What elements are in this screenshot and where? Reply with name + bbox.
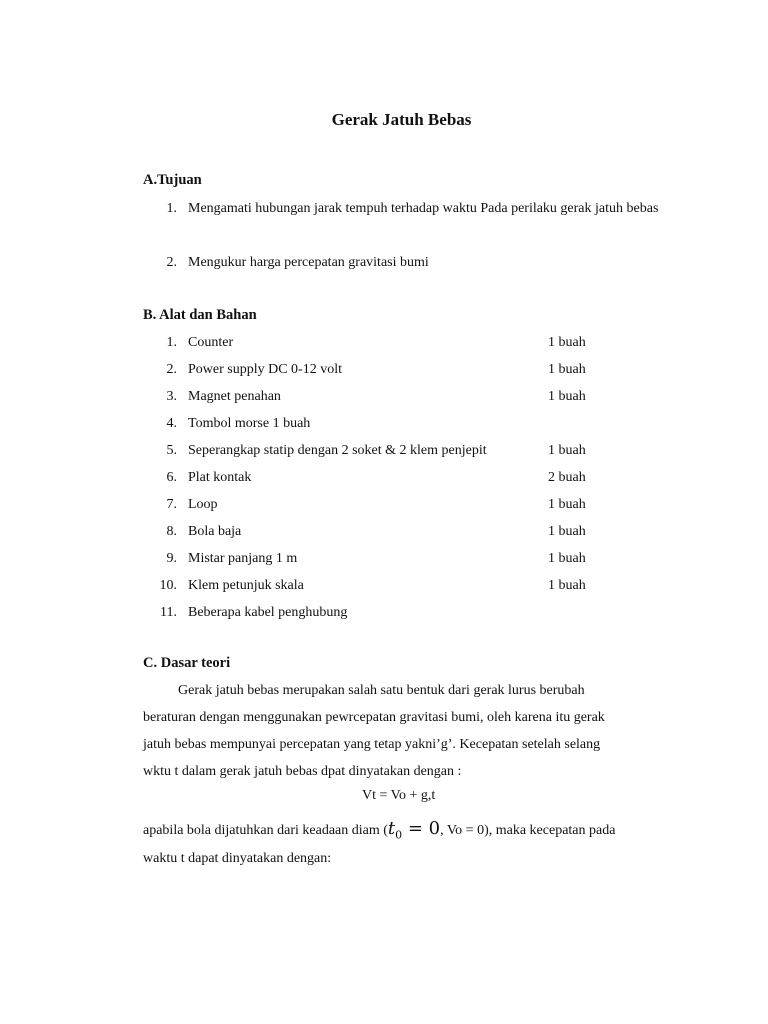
item-number: 9. [166,551,177,566]
paragraph-line: wktu t dalam gerak jatuh bebas dpat dinyatakan dengan : [143,764,462,779]
list-item [143,195,683,249]
math-equals-zero: = 0 [402,818,441,839]
item-quantity: 1 buah [548,497,586,512]
item-text: Seperangkap statip dengan 2 soket & 2 klem penjepit [188,443,487,458]
list-item [143,329,683,356]
item-number: 2. [166,255,177,270]
item-quantity: 2 buah [548,470,586,485]
math-expression [387,818,441,842]
item-number: 11. [160,605,177,620]
item-text: Loop [188,497,218,512]
item-text: Power supply DC 0-12 volt [188,362,342,377]
math-subscript: 0 [395,828,403,842]
section-a-heading: A.Tujuan [143,172,202,188]
item-number: 8. [166,524,177,539]
list-item [143,545,683,572]
item-number: 5. [166,443,177,458]
math-variable: t [387,818,396,839]
item-number: 4. [166,416,177,431]
item-text: Mistar panjang 1 m [188,551,298,566]
dasar-teori-paragraph [143,677,643,785]
item-number: 1. [166,201,177,216]
text-before-math: apabila bola dijatuhkan dari keadaan diam ( [143,823,388,838]
section-b-heading: B. Alat dan Bahan [143,307,257,323]
list-item [143,491,683,518]
item-text: Bola baja [188,524,242,539]
item-number: 7. [166,497,177,512]
list-item [143,572,683,599]
paragraph-line: beraturan dengan menggunakan pewrcepatan gravitasi bumi, oleh karena itu gerak [143,710,605,725]
paragraph-line: waktu t dapat dinyatakan dengan: [143,851,332,866]
paragraph-line-math [143,818,615,847]
list-item [143,410,683,437]
item-text: Counter [188,335,234,350]
list-item [143,599,683,626]
alat-bahan-list [143,329,683,626]
item-quantity: 1 buah [548,335,586,350]
text-after-math: , Vo = 0), maka kecepatan pada [440,823,616,838]
item-number: 1. [166,335,177,350]
item-quantity: 1 buah [548,389,586,404]
item-text: Klem petunjuk skala [188,578,304,593]
item-number: 10. [159,578,177,593]
list-item [143,383,683,410]
list-item [143,518,683,545]
list-item [143,437,683,464]
item-quantity: 1 buah [548,578,586,593]
item-text: Beberapa kabel penghubung [188,605,348,620]
item-text: Mengukur harga percepatan gravitasi bumi [188,255,429,270]
section-c-heading: C. Dasar teori [143,655,231,671]
item-quantity: 1 buah [548,362,586,377]
item-number: 6. [166,470,177,485]
item-text: Magnet penahan [188,389,281,404]
item-number: 2. [166,362,177,377]
item-text: Plat kontak [188,470,252,485]
paragraph-line: Gerak jatuh bebas merupakan salah satu bentuk dari gerak lurus berubah [178,683,585,698]
item-text: Tombol morse 1 buah [188,416,311,431]
item-quantity: 1 buah [548,551,586,566]
paragraph-line: jatuh bebas mempunyai percepatan yang tetap yakni’g’. Kecepatan setelah selang [143,737,601,752]
equation: Vt = Vo + g,t [362,788,436,803]
page-title: Gerak Jatuh Bebas [331,110,472,129]
item-text: Mengamati hubungan jarak tempuh terhadap waktu Pada perilaku gerak jatuh bebas [188,201,659,216]
item-quantity: 1 buah [548,443,586,458]
list-item [143,356,683,383]
tujuan-list [143,195,683,276]
list-item [143,249,683,276]
item-number: 3. [166,389,177,404]
list-item [143,464,683,491]
item-quantity: 1 buah [548,524,586,539]
